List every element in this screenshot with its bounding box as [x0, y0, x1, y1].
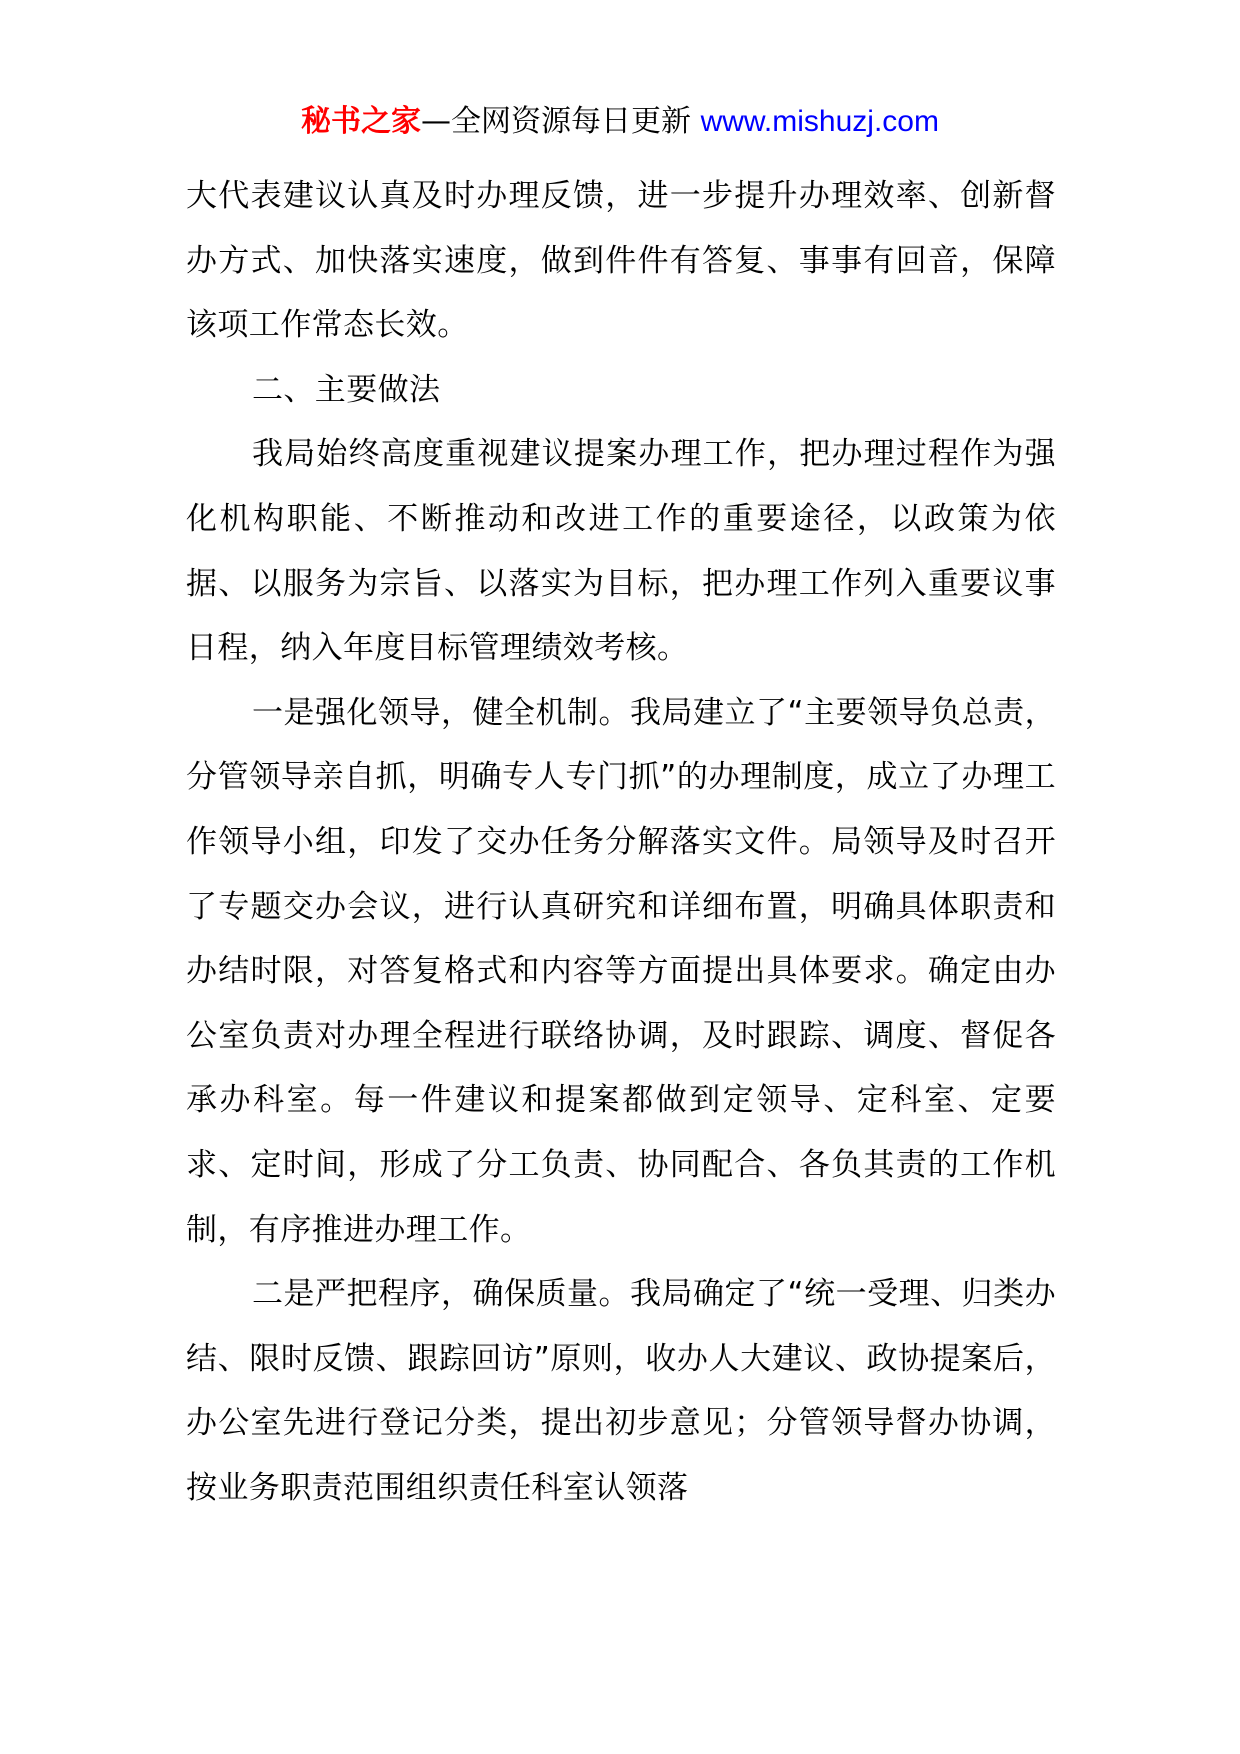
- paragraph-point-two: 二是严把程序，确保质量。我局确定了“统一受理、归类办结、限时反馈、跟踪回访”原则，收办人大建议、政协提案后，办公室先进行登记分类，提出初步意见；分管领导督办协调，按业务职责范围组织责任科室认领落: [186, 1276, 1056, 1506]
- paragraph-continuation: 大代表建议认真及时办理反馈，进一步提升办理效率、创新督办方式、加快落实速度，做到件件有答复、事事有回音，保障该项工作常态长效。: [186, 178, 1056, 344]
- paragraph-intro: 我局始终高度重视建议提案办理工作，把办理过程作为强化机构职能、不断推动和改进工作的重要途径，以政策为依据、以服务为宗旨、以落实为目标，把办理工作列入重要议事日程，纳入年度目标管理绩效考核。: [186, 436, 1056, 667]
- watermark-header: [0, 100, 1240, 144]
- document-body: [186, 164, 1056, 1520]
- header-tagline: —全网资源每日更新: [421, 104, 692, 139]
- brand-name: 秘书之家: [301, 104, 422, 139]
- paragraph-point-one: 一是强化领导，健全机制。我局建立了“主要领导负总责，分管领导亲自抓，明确专人专门抓”的办理制度，成立了办理工作领导小组，印发了交办任务分解落实文件。局领导及时召开了专题交办会议，进行认真研究和详细布置，明确具体职责和办结时限，对答复格式和内容等方面提出具体要求。确定由办公室负责对办理全程进行联络协调，及时跟踪、调度、督促各承办科室。每一件建议和提案都做到定领导、定科室、定要求、定时间，形成了分工负责、协同配合、各负其责的工作机制，有序推进办理工作。: [186, 694, 1056, 1248]
- site-url-link[interactable]: www.mishuzj.com: [700, 105, 939, 138]
- section-heading: 二、主要做法: [252, 371, 441, 408]
